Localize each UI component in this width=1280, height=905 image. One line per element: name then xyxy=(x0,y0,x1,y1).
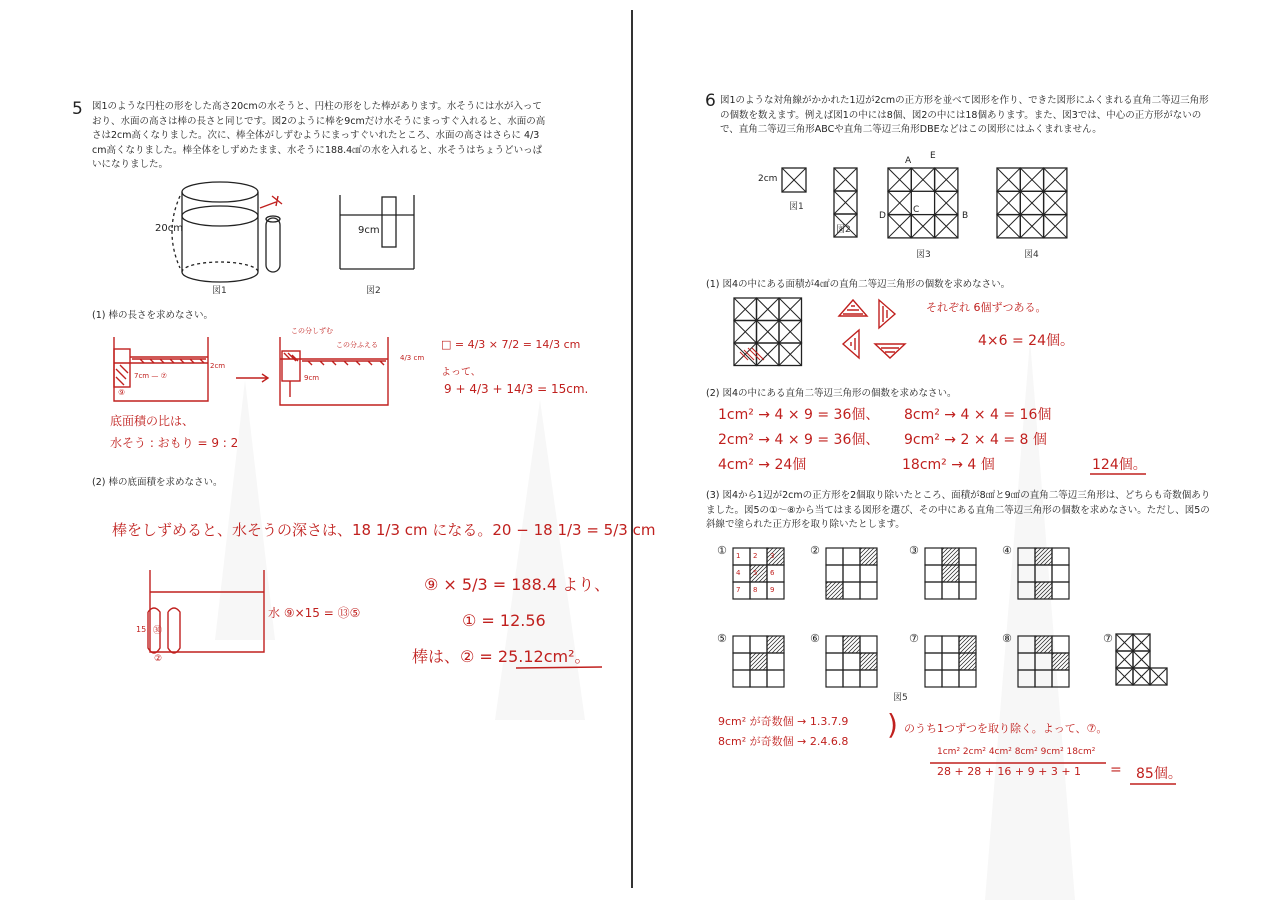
figure-5-label-8: ⑧ xyxy=(1002,632,1012,645)
hand-ratio: 水そう : おもり = 9 : 2 xyxy=(110,436,239,450)
hand-note-sink: この分しずむ xyxy=(291,327,333,335)
figure-5-grid-4 xyxy=(1018,548,1069,599)
hand-calc-answer: 9 + 4/3 + 14/3 = 15cm. xyxy=(444,382,589,396)
hand-r2a: 2cm² → 4 × 9 = 36個、 xyxy=(718,432,880,448)
hand-eqsign: = xyxy=(1110,762,1122,778)
q6-fig2-caption: 図2 xyxy=(836,225,851,235)
hand-r1a: 1cm² → 4 × 9 = 36個、 xyxy=(718,407,880,423)
q6-figure-4 xyxy=(997,168,1069,240)
hand-ans2: 124個。 xyxy=(1092,457,1147,473)
q6-fig4-caption: 図4 xyxy=(1024,250,1039,260)
hand-yotte: よって、 xyxy=(441,367,481,378)
figure-5-grid-2 xyxy=(826,548,877,599)
svg-text:8: 8 xyxy=(753,586,758,594)
question-6-sub3: (3) 図4から1辺が2cmの正方形を2個取り除いたところ、面積が8㎠と9㎠の直角二等辺三角形は、どちらも奇数個ありました。図5の①〜⑧から当てはまる図形を選び、その中にある直角二等辺三角形の個数を求めなさい。ただし、図5の斜線で塗られた正方形を取り除いたとします。 xyxy=(706,490,1211,530)
figure-5-label-3: ③ xyxy=(909,544,919,557)
svg-text:3: 3 xyxy=(770,552,775,560)
hand-ans1: 4×6 = 24個。 xyxy=(978,333,1074,349)
q6-figure-3 xyxy=(888,168,960,240)
hand-eq3: 棒は、② = 25.12cm²。 xyxy=(412,647,591,666)
hand-areas-header: 1cm² 2cm² 4cm² 8cm² 9cm² 18cm² xyxy=(937,747,1096,757)
hand-label-15: 15 xyxy=(136,625,147,634)
q6-point-D: D xyxy=(879,211,886,221)
question-5-sub2: (2) 棒の底面積を求めなさい。 xyxy=(92,477,223,488)
svg-text:7: 7 xyxy=(736,586,741,594)
watermark-shape-right xyxy=(985,340,1075,900)
hand-diagram-tank-1 xyxy=(110,335,220,405)
svg-text:4: 4 xyxy=(736,569,741,577)
question-6-sub1: (1) 図4の中にある面積が4㎠の直角二等辺三角形の個数を求めなさい。 xyxy=(706,279,1011,290)
hand-note-rise: この分ふえる xyxy=(336,341,378,349)
hand-underline-ans2 xyxy=(1090,472,1150,476)
hand-label-2: ② xyxy=(154,654,163,664)
q6-figure-1 xyxy=(782,168,810,194)
figure-5-grid-1 xyxy=(733,548,784,599)
hand-label-2cm: 2cm xyxy=(210,362,226,370)
figure-5-label-extra: ⑦ xyxy=(1103,632,1113,645)
question-5-sub1: (1) 棒の長さを求めなさい。 xyxy=(92,310,213,321)
svg-text:6: 6 xyxy=(770,569,775,577)
hand-underline-ans xyxy=(516,666,606,670)
hand-odd-9: 9cm² が奇数個 → 1.3.7.9 xyxy=(718,715,849,728)
q6-point-C: C xyxy=(913,205,920,215)
figure-5-label-7: ⑦ xyxy=(909,632,919,645)
q6-point-B: B xyxy=(962,211,969,221)
question-6-sub2: (2) 図4の中にある直角二等辺三角形の個数を求めなさい。 xyxy=(706,388,957,399)
svg-text:5: 5 xyxy=(753,569,758,577)
figure-5-extra-grid xyxy=(1116,634,1176,690)
hand-arrow xyxy=(236,374,272,382)
hand-eq1: ⑨ × 5/3 = 188.4 より、 xyxy=(424,575,611,594)
hand-triangles xyxy=(835,296,915,366)
hand-each6: それぞれ 6個ずつある。 xyxy=(926,301,1047,314)
figure-2-caption: 図2 xyxy=(366,286,381,296)
figure-5-grid-5 xyxy=(733,636,784,687)
figure-5-grid-3 xyxy=(925,548,976,599)
hand-ans3: 85個。 xyxy=(1136,766,1182,782)
figure-5-grid-8 xyxy=(1018,636,1069,687)
hand-diagram-tank-3 xyxy=(140,568,270,668)
figure-1-caption: 図1 xyxy=(212,286,227,296)
q6-sub1-grid xyxy=(734,298,802,366)
question-5-number: 5 xyxy=(72,99,83,119)
svg-text:1: 1 xyxy=(736,552,741,560)
hand-sink-sentence: 棒をしずめると、水そうの深さは、18 1/3 cm になる。20 − 18 1/3 = 5/3 cm xyxy=(112,521,656,539)
hand-underline-ans3 xyxy=(1130,782,1180,786)
question-6-number: 6 xyxy=(705,91,716,111)
figure-2-depth-label: 9cm xyxy=(358,225,380,236)
hand-r3b: 18cm² → 4 個 xyxy=(902,457,995,473)
question-6-text: 図1のような対角線がかかれた1辺が2cmの正方形を並べて図形を作り、できた図形にふくまれる直角二等辺三角形の個数を数えます。例えば図1の中には8個、図2の中には18個あります。また、図3では、中心の正方形がないので、直角二等辺三角形ABCや直角二等辺三角形DBEなどはこの図形にはふくまれません。 xyxy=(720,95,1209,135)
hand-odd-conclusion: のうち1つずつを取り除く。よって、⑦。 xyxy=(904,722,1108,735)
figure-1-height-label: 20cm xyxy=(155,223,183,234)
figure-5-label-2: ② xyxy=(810,544,820,557)
page-divider xyxy=(631,10,633,888)
hand-label-9cm: 9cm xyxy=(304,374,320,382)
hand-sum: 28 + 28 + 16 + 9 + 3 + 1 xyxy=(937,765,1082,778)
hand-label-7cm: 7cm — ⑦ xyxy=(134,372,167,380)
question-5-text: 図1のような円柱の形をした高さ20cmの水そうと、円柱の形をした棒があります。水そうには水が入っており、水面の高さは棒の長さと同じです。図2のように棒を9cmだけ水そうにまっすぐ入れると、水面の高さは2cm高くなりました。次に、棒全体がしずむようにまっすぐいれたところ、水面の高さはさらに 4/3 cm高くなりました。棒全体をしずめたまま、水そうに188.4㎤の水を入れると、水そうはちょうどいっぱいになりました。 xyxy=(92,101,546,170)
q6-point-E: E xyxy=(930,151,936,161)
hand-r1b: 8cm² → 4 × 4 = 16個 xyxy=(904,407,1052,423)
hand-eq2: ① = 12.56 xyxy=(462,611,546,630)
hand-calc-box: □ = 4/3 × 7/2 = 14/3 cm xyxy=(441,338,581,351)
hand-label-30: ㉚ xyxy=(153,626,163,636)
svg-text:2: 2 xyxy=(753,552,758,560)
figure-5-label-1: ① xyxy=(717,544,727,557)
watermark-shape-left-2 xyxy=(495,400,585,720)
hand-label-9: ⑨ xyxy=(118,388,126,397)
q6-label-2cm: 2cm xyxy=(758,174,778,184)
q6-point-A: A xyxy=(905,156,912,166)
figure-5-grid-6 xyxy=(826,636,877,687)
hand-r3a: 4cm² → 24個 xyxy=(718,457,807,473)
q6-fig3-caption: 図3 xyxy=(916,250,931,260)
hand-odd-8: 8cm² が奇数個 → 2.4.6.8 xyxy=(718,735,849,748)
hand-r2b: 9cm² → 2 × 4 = 8 個 xyxy=(904,432,1047,448)
svg-text:9: 9 xyxy=(770,586,775,594)
figure-5-grid-7 xyxy=(925,636,976,687)
hand-water: 水 ⑨×15 = ⑬⑤ xyxy=(268,606,361,620)
hand-bracket: ) xyxy=(887,708,898,741)
hand-label-43cm: 4/3 cm xyxy=(400,354,425,362)
figure-5-label-6: ⑥ xyxy=(810,632,820,645)
hand-ratio-title: 底面積の比は、 xyxy=(110,414,195,428)
q6-fig1-caption: 図1 xyxy=(789,202,804,212)
figure-5-caption: 図5 xyxy=(893,693,908,703)
figure-5-label-5: ⑤ xyxy=(717,632,727,645)
figure-5-label-4: ④ xyxy=(1002,544,1012,557)
